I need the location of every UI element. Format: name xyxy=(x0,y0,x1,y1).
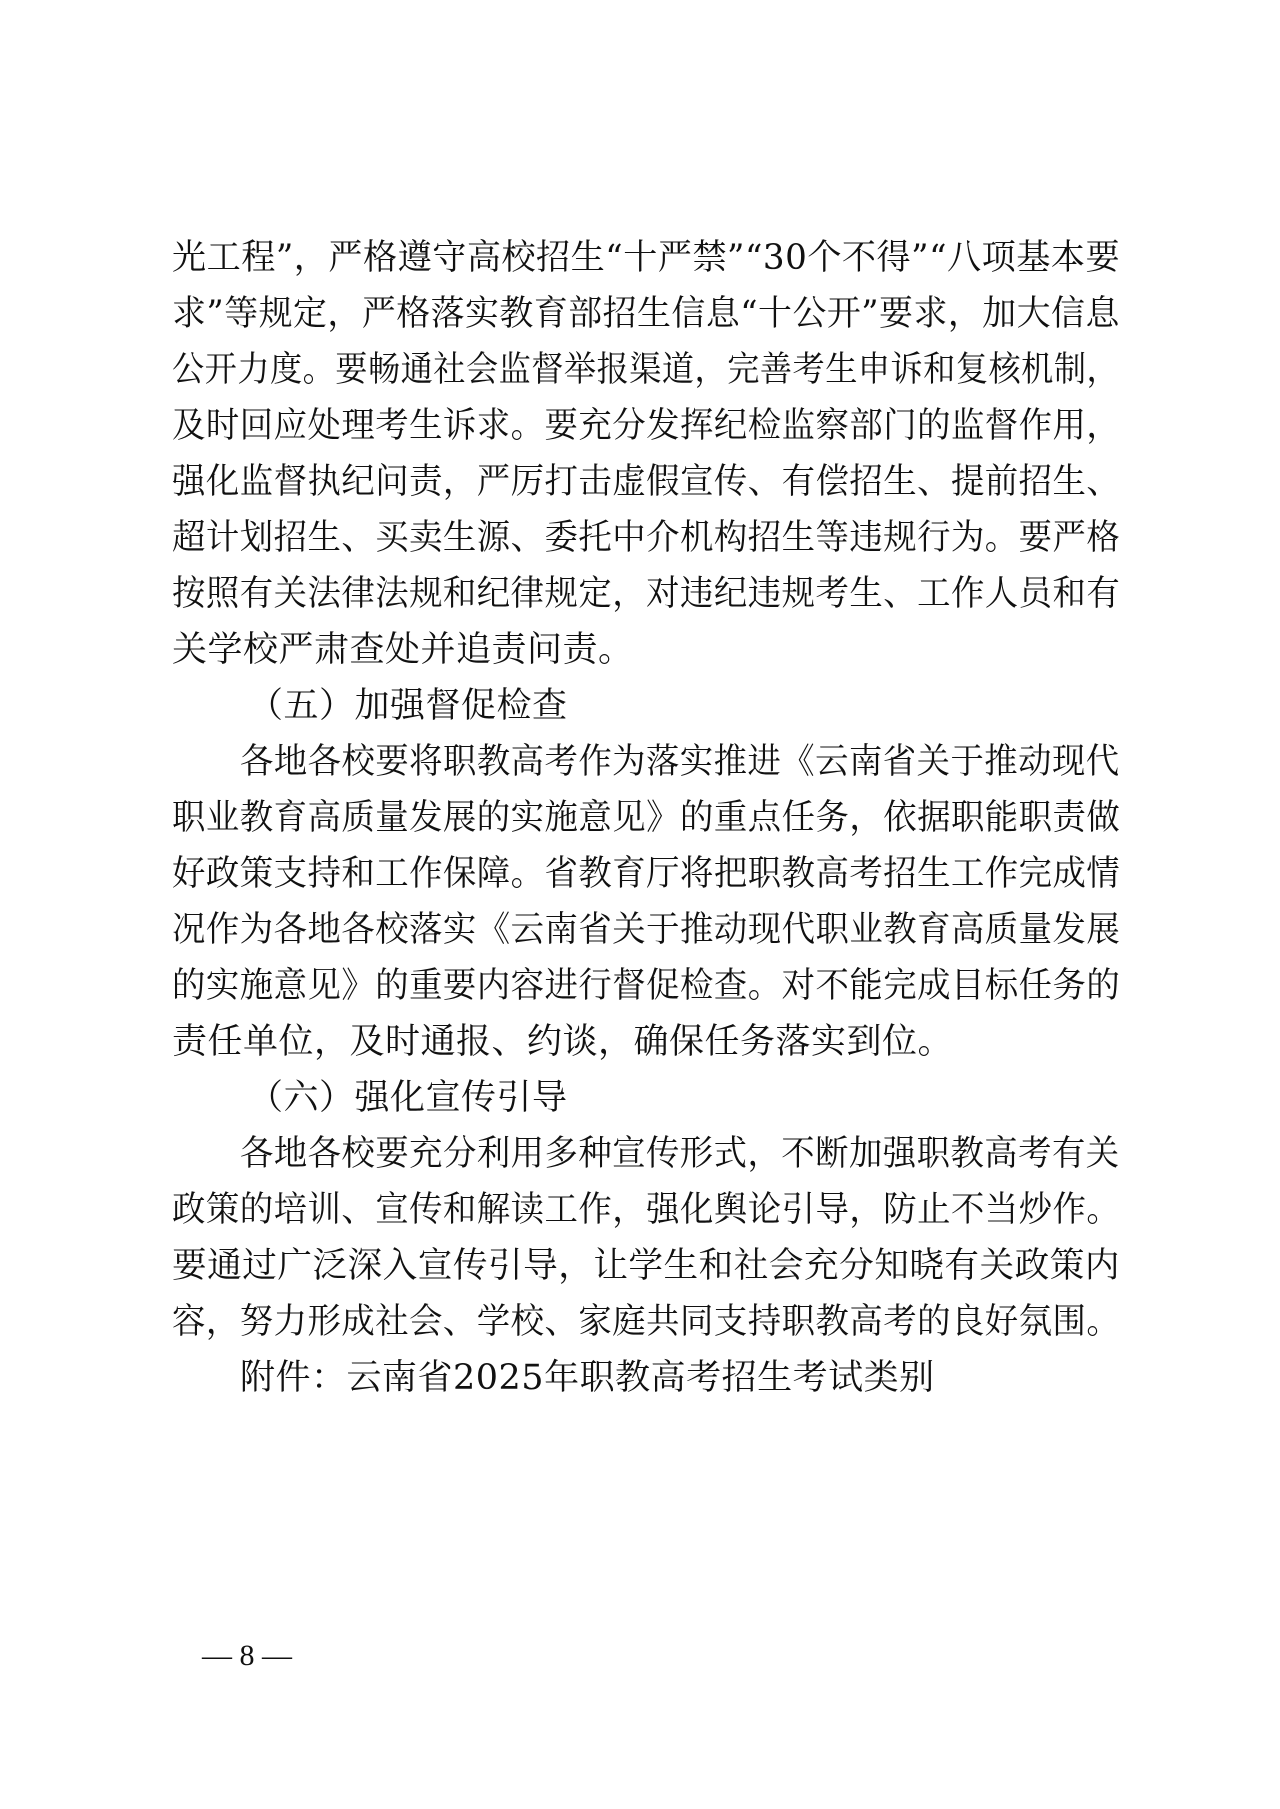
body-text-line: 公开力度。要畅通社会监督举报渠道，完善考生申诉和复核机制， xyxy=(172,350,1120,390)
body-text-line: 关学校严肃查处并追责问责。 xyxy=(172,630,634,670)
body-text-line: 各地各校要充分利用多种宣传形式，不断加强职教高考有关 xyxy=(240,1134,1120,1174)
body-text-line: 要通过广泛深入宣传引导，让学生和社会充分知晓有关政策内 xyxy=(172,1246,1120,1286)
body-text-line: 容，努力形成社会、学校、家庭共同支持职教高考的良好氛围。 xyxy=(172,1302,1121,1342)
body-text-line: 强化监督执纪问责，严厉打击虚假宣传、有偿招生、提前招生、 xyxy=(172,462,1121,502)
body-text-line: 超计划招生、买卖生源、委托中介机构招生等违规行为。要严格 xyxy=(172,518,1121,558)
body-text-line: 政策的培训、宣传和解读工作，强化舆论引导，防止不当炒作。 xyxy=(172,1190,1121,1230)
body-text-line: 责任单位，及时通报、约谈，确保任务落实到位。 xyxy=(172,1022,954,1062)
body-text-line: 的实施意见》的重要内容进行督促检查。对不能完成目标任务的 xyxy=(172,966,1121,1006)
section-heading-6: （六）强化宣传引导 xyxy=(248,1078,568,1118)
body-text-line: 职业教育高质量发展的实施意见》的重点任务，依据职能职责做 xyxy=(172,798,1121,838)
body-text-line: 各地各校要将职教高考作为落实推进《云南省关于推动现代 xyxy=(240,742,1120,782)
page-number: — 8 — xyxy=(202,1639,292,1672)
body-text-line: 光工程”，严格遵守高校招生“十严禁”“30个不得”“八项基本要 xyxy=(172,238,1121,278)
body-text-line: 求”等规定，严格落实教育部招生信息“十公开”要求，加大信息 xyxy=(172,294,1120,334)
body-text-line: 好政策支持和工作保障。省教育厅将把职教高考招生工作完成情 xyxy=(172,854,1121,894)
body-text-line: 按照有关法律法规和纪律规定，对违纪违规考生、工作人员和有 xyxy=(172,574,1121,614)
attachment-line: 附件：云南省2025年职教高考招生考试类别 xyxy=(240,1358,935,1398)
body-text-line: 况作为各地各校落实《云南省关于推动现代职业教育高质量发展 xyxy=(172,910,1121,950)
section-heading-5: （五）加强督促检查 xyxy=(248,686,568,726)
body-text-line: 及时回应处理考生诉求。要充分发挥纪检监察部门的监督作用， xyxy=(172,406,1121,446)
